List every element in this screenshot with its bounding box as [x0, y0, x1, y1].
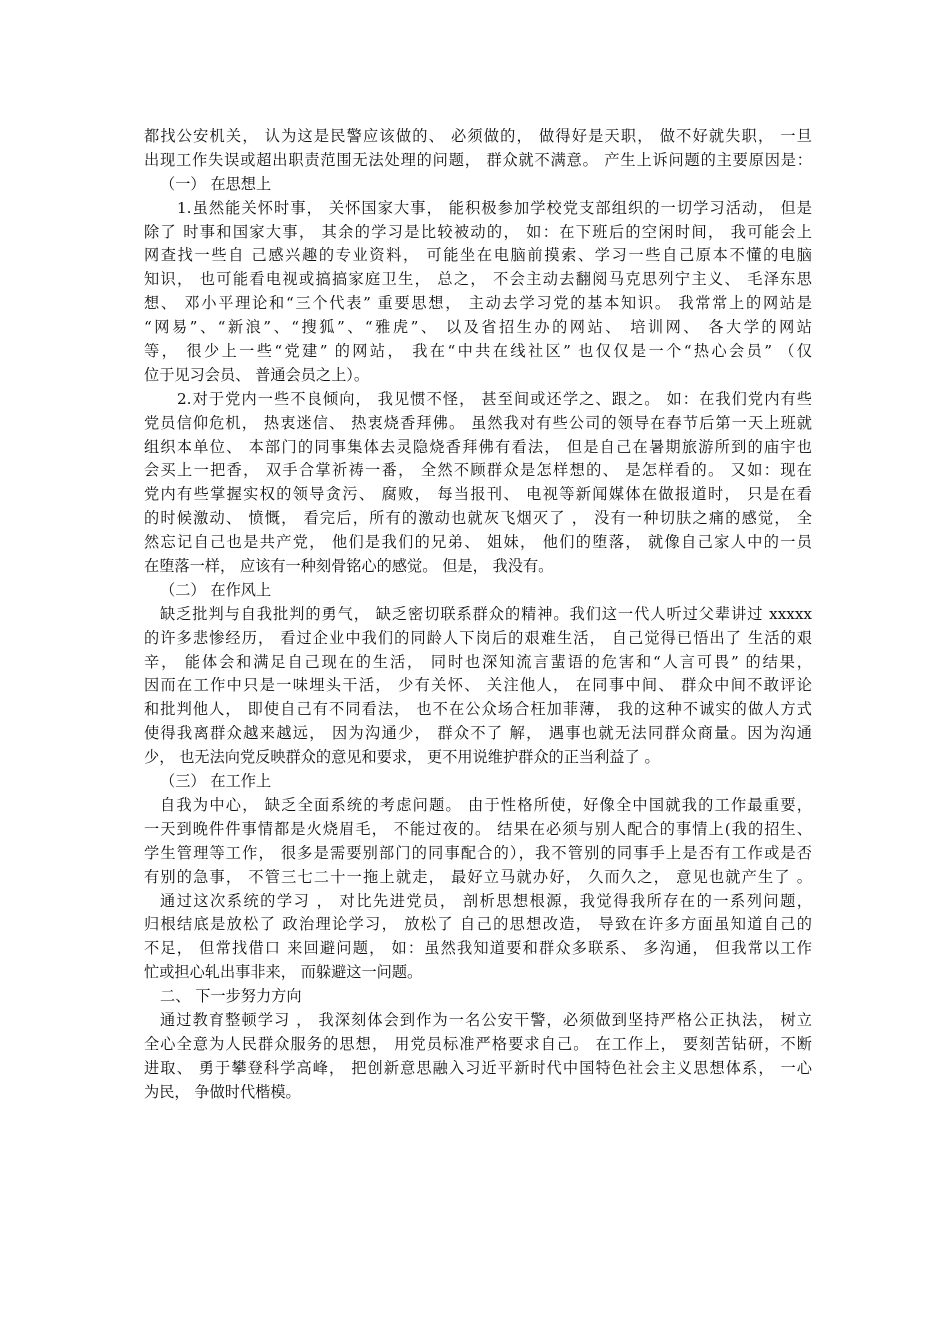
text-line: 组织本单位、 本部门的同事集体去灵隐烧香拜佛有看法， 但是自己在暑期旅游所到的庙宇也	[144, 437, 812, 456]
text-line: “网易”、“新浪”、“搜狐”、“雅虎”、 以及省招生办的网站、 培训网、 各大学的网站	[144, 318, 812, 337]
text-line: 有别的急事， 不管三七二十一拖上就走， 最好立马就办好， 久而久之， 意见也就产生了 。	[144, 867, 812, 886]
text-line: 忙或担心轧出事非来， 而躲避这一问题。	[144, 963, 423, 982]
text-line: 通过教育整顿学习 ， 我深刻体会到作为一名公安干警，必须做到坚持严格公正执法， 树立	[160, 1010, 812, 1029]
text-line: 学生管理等工作， 很多是需要别部门的同事配合的），我不管别的同事手上是否有工作或是否	[144, 843, 812, 862]
text-line: 辛， 能体会和满足自己现在的生活， 同时也深知流言蜚语的危害和“人言可畏” 的结果，	[144, 652, 812, 671]
text-line: 为民， 争做时代楷模。	[144, 1082, 301, 1101]
text-line: 出现工作失误或超出职责范围无法处理的问题， 群众就不满意。 产生上诉问题的主要原因是：	[144, 150, 812, 169]
text-line: 少， 也无法向党反映群众的意见和要求， 更不用说维护群众的正当利益了 。	[144, 748, 660, 767]
text-line: 等， 很少上一些“党建” 的网站， 我在“中共在线社区” 也仅仅是一个“热心会员” （仅	[144, 342, 812, 361]
text-line: 使得我离群众越来越远， 因为沟通少， 群众不了 解， 遇事也就无法同群众商量。因为沟通	[144, 724, 812, 743]
text-line: 然忘记自己也是共产党， 他们是我们的兄弟、 姐妹， 他们的堕落， 就像自己家人中的一员	[144, 533, 812, 552]
text-line: 不足， 但常找借口 来回避问题， 如：虽然我知道要和群众多联系、 多沟通， 但我常以工作	[144, 939, 812, 958]
text-line: 都找公安机关， 认为这是民警应该做的、 必须做的， 做得好是天职， 做不好就失职， 一旦	[144, 127, 812, 145]
text-line: 除了 时事和国家大事， 其余的学习是比较被动的， 如：在下班后的空闲时间， 我可能会上	[144, 222, 812, 241]
text-line: 党员信仰危机， 热衷迷信、 热衷烧香拜佛。 虽然我对有些公司的领导在春节后第一天上班就	[144, 413, 812, 432]
text-line: 在堕落一样， 应该有一种刻骨铭心的感觉。 但是， 我没有。	[144, 557, 554, 576]
text-line: 自我为中心， 缺乏全面系统的考虑问题。 由于性格所使，好像全中国就我的工作最重要，	[160, 795, 812, 814]
text-line: 二、 下一步努力方向	[160, 987, 302, 1006]
text-line: 缺乏批判与自我批判的勇气， 缺乏密切联系群众的精神。我们这一代人听过父辈讲过 xxxxx	[160, 604, 812, 623]
text-line: 和批判他人， 即使自己有不同看法， 也不在公众场合枉加菲薄， 我的这种不诚实的做人方式	[144, 700, 812, 719]
text-line: （一） 在思想上	[160, 174, 272, 193]
text-line: 因而在工作中只是一味埋头干活， 少有关怀、 关注他人， 在同事中间、 群众中间不敢评论	[144, 676, 812, 695]
text-line: 的许多悲惨经历， 看过企业中我们的同龄人下岗后的艰难生活， 自己觉得已悟出了 生活的艰	[144, 628, 812, 647]
text-line: 1.虽然能关怀时事， 关怀国家大事， 能积极参加学校党支部组织的一切学习活动， 但是	[177, 198, 812, 217]
text-line: 网查找一些自 己感兴趣的专业资料， 可能坐在电脑前摸索、学习一些自己原本不懂的电脑	[144, 246, 812, 265]
text-line: 全心全意为人民群众服务的思想， 用党员标准严格要求自己。 在工作上， 要刻苦钻研，不断	[144, 1034, 812, 1053]
text-line: （二） 在作风上	[160, 580, 272, 599]
text-line: 通过这次系统的学习 ， 对比先进党员， 剖析思想根源，我觉得我所存在的一系列问题，	[160, 891, 812, 910]
text-line: 会买上一把香， 双手合掌祈祷一番， 全然不顾群众是怎样想的、 是怎样看的。 又如：现在	[144, 461, 812, 480]
text-line: （三） 在工作上	[160, 772, 272, 791]
text-line: 党内有些掌握实权的领导贪污、 腐败， 每当报刊、 电视等新闻媒体在做报道时， 只是在看	[144, 485, 812, 504]
text-line: 一天到晚件件事情都是火烧眉毛， 不能过夜的。 结果在必须与别人配合的事情上(我的招生、	[144, 819, 812, 838]
text-line: 知识， 也可能看电视或搞搞家庭卫生， 总之， 不会主动去翻阅马克思列宁主义、 毛泽东思	[144, 270, 812, 289]
document-body	[144, 125, 812, 1105]
text-line: 位于见习会员、 普通会员之上）。	[144, 365, 370, 384]
text-line: 2.对于党内一些不良倾向， 我见惯不怪， 甚至间或还学之、跟之。 如：在我们党内有些	[177, 389, 812, 408]
text-line: 归根结底是放松了 政治理论学习， 放松了 自己的思想改造， 导致在许多方面虽知道自己的	[144, 915, 812, 934]
text-line: 进取、 勇于攀登科学高峰， 把创新意思融入习近平新时代中国特色社会主义思想体系， 一心	[144, 1058, 812, 1077]
text-line: 想、 邓小平理论和“三个代表” 重要思想， 主动去学习党的基本知识。 我常常上的网站是	[144, 294, 812, 313]
text-line: 的时候激动、 愤慨， 看完后，所有的激动也就灰飞烟灭了 ， 没有一种切肤之痛的感觉， 全	[144, 509, 812, 528]
